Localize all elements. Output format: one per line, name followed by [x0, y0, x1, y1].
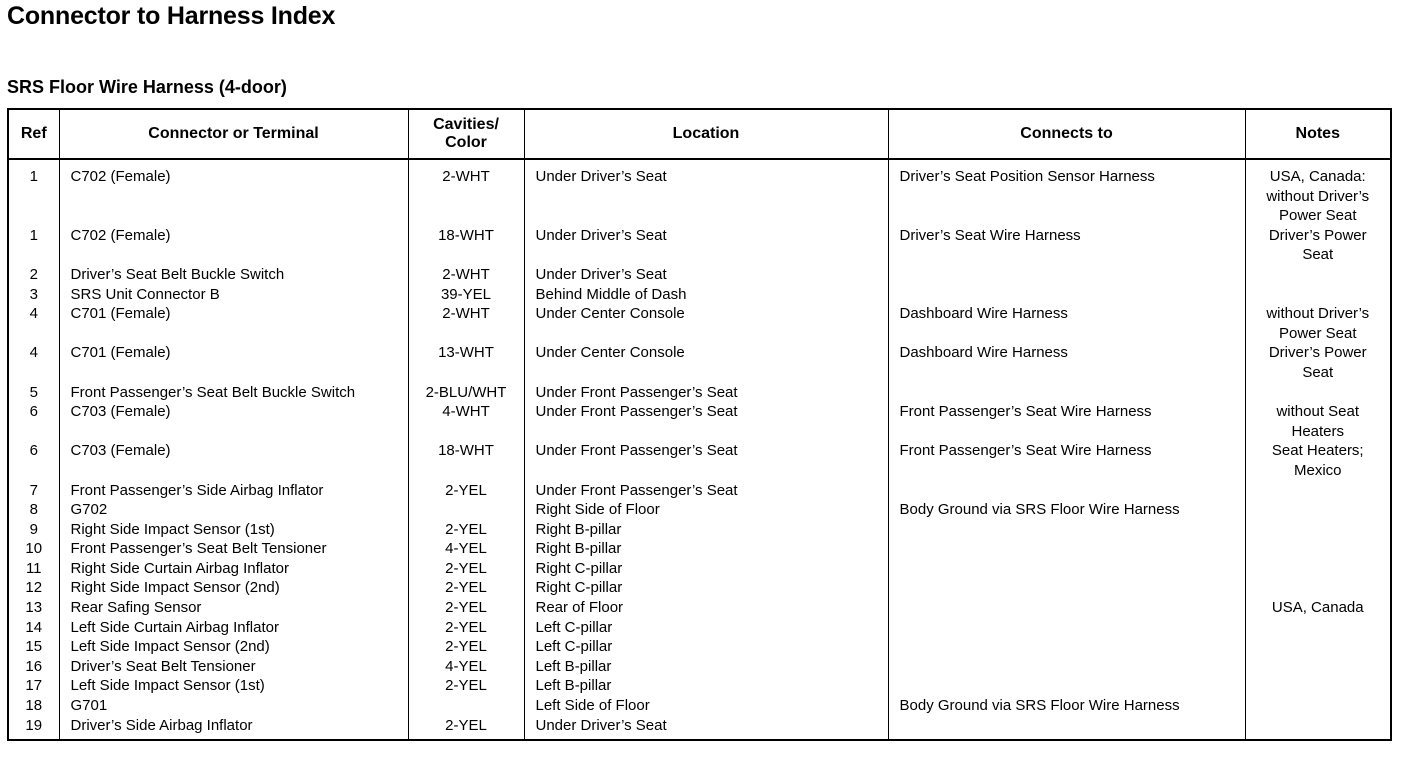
- cell-connector: Right Side Curtain Airbag Inflator: [59, 559, 408, 579]
- table-row: [8, 696, 1391, 716]
- cell-ref: 10: [8, 539, 59, 559]
- table-row: [8, 716, 1391, 741]
- header-ref: Ref: [8, 109, 59, 159]
- table-body: [8, 159, 1391, 740]
- header-cavities: Cavities/ Color: [408, 109, 524, 159]
- cell-location: Under Front Passenger’s Seat: [524, 441, 888, 480]
- cell-location: Under Center Console: [524, 304, 888, 343]
- table-row: [8, 285, 1391, 305]
- cell-cavities: 39-YEL: [408, 285, 524, 305]
- table-row: [8, 676, 1391, 696]
- cell-connector: Driver’s Side Airbag Inflator: [59, 716, 408, 741]
- cell-notes: [1245, 500, 1391, 520]
- cell-ref: 13: [8, 598, 59, 618]
- cell-connector: G702: [59, 500, 408, 520]
- cell-cavities: 18-WHT: [408, 226, 524, 265]
- cell-location: Under Driver’s Seat: [524, 265, 888, 285]
- cell-ref: 14: [8, 618, 59, 638]
- cell-connector: Front Passenger’s Seat Belt Tensioner: [59, 539, 408, 559]
- cell-location: Under Front Passenger’s Seat: [524, 481, 888, 501]
- cell-connector: C703 (Female): [59, 402, 408, 441]
- cell-connects-to: [888, 539, 1245, 559]
- cell-connector: C701 (Female): [59, 343, 408, 382]
- cell-cavities: 2-YEL: [408, 618, 524, 638]
- cell-connects-to: [888, 657, 1245, 677]
- cell-cavities: 4-YEL: [408, 539, 524, 559]
- cell-connects-to: [888, 637, 1245, 657]
- cell-cavities: 2-YEL: [408, 676, 524, 696]
- cell-notes: Driver’s Power Seat: [1245, 226, 1391, 265]
- cell-connector: Driver’s Seat Belt Tensioner: [59, 657, 408, 677]
- cell-ref: 19: [8, 716, 59, 741]
- cell-cavities: 2-WHT: [408, 304, 524, 343]
- table-row: [8, 500, 1391, 520]
- table-row: [8, 343, 1391, 382]
- table-row: [8, 657, 1391, 677]
- cell-connects-to: Driver’s Seat Position Sensor Harness: [888, 159, 1245, 226]
- table-row: [8, 383, 1391, 403]
- cell-notes: USA, Canada: without Driver’s Power Seat: [1245, 159, 1391, 226]
- cell-location: Left B-pillar: [524, 676, 888, 696]
- cell-location: Right B-pillar: [524, 539, 888, 559]
- cell-notes: [1245, 696, 1391, 716]
- cell-notes: without Driver’s Power Seat: [1245, 304, 1391, 343]
- cell-cavities: 13-WHT: [408, 343, 524, 382]
- cell-location: Under Front Passenger’s Seat: [524, 383, 888, 403]
- cell-connects-to: Dashboard Wire Harness: [888, 343, 1245, 382]
- cell-connector: Rear Safing Sensor: [59, 598, 408, 618]
- cell-cavities: 2-YEL: [408, 578, 524, 598]
- cell-connects-to: [888, 598, 1245, 618]
- cell-ref: 5: [8, 383, 59, 403]
- cell-connects-to: Front Passenger’s Seat Wire Harness: [888, 441, 1245, 480]
- cell-connects-to: Front Passenger’s Seat Wire Harness: [888, 402, 1245, 441]
- cell-connects-to: [888, 676, 1245, 696]
- cell-location: Under Driver’s Seat: [524, 716, 888, 741]
- cell-ref: 3: [8, 285, 59, 305]
- cell-cavities: 2-YEL: [408, 598, 524, 618]
- cell-ref: 8: [8, 500, 59, 520]
- cell-connector: C702 (Female): [59, 159, 408, 226]
- cell-connector: G701: [59, 696, 408, 716]
- cell-ref: 16: [8, 657, 59, 677]
- cell-notes: [1245, 676, 1391, 696]
- cell-ref: 4: [8, 343, 59, 382]
- cell-cavities: 2-YEL: [408, 481, 524, 501]
- cell-location: Under Center Console: [524, 343, 888, 382]
- table-row: [8, 578, 1391, 598]
- cell-location: Left C-pillar: [524, 637, 888, 657]
- cell-cavities: 2-YEL: [408, 716, 524, 741]
- cell-location: Left Side of Floor: [524, 696, 888, 716]
- cell-notes: [1245, 578, 1391, 598]
- cell-cavities: 2-WHT: [408, 159, 524, 226]
- cell-connects-to: [888, 618, 1245, 638]
- cell-connector: C701 (Female): [59, 304, 408, 343]
- table-header: [8, 109, 1391, 159]
- cell-ref: 17: [8, 676, 59, 696]
- cell-notes: [1245, 539, 1391, 559]
- cell-connects-to: [888, 481, 1245, 501]
- cell-notes: without Seat Heaters: [1245, 402, 1391, 441]
- cell-connects-to: [888, 559, 1245, 579]
- cell-location: Left B-pillar: [524, 657, 888, 677]
- cell-notes: [1245, 657, 1391, 677]
- cell-ref: 11: [8, 559, 59, 579]
- cell-location: Right C-pillar: [524, 559, 888, 579]
- cell-connects-to: Dashboard Wire Harness: [888, 304, 1245, 343]
- cell-cavities: 2-YEL: [408, 520, 524, 540]
- cell-location: Behind Middle of Dash: [524, 285, 888, 305]
- cell-connector: Front Passenger’s Side Airbag Inflator: [59, 481, 408, 501]
- cell-notes: [1245, 285, 1391, 305]
- cell-cavities: 2-YEL: [408, 559, 524, 579]
- header-row: [8, 109, 1391, 159]
- cell-notes: [1245, 265, 1391, 285]
- cell-location: Right C-pillar: [524, 578, 888, 598]
- cell-notes: USA, Canada: [1245, 598, 1391, 618]
- cell-location: Right B-pillar: [524, 520, 888, 540]
- page-title: Connector to Harness Index: [7, 2, 336, 30]
- table-row: [8, 226, 1391, 265]
- header-notes: Notes: [1245, 109, 1391, 159]
- cell-connector: Left Side Impact Sensor (1st): [59, 676, 408, 696]
- cell-connector: C702 (Female): [59, 226, 408, 265]
- cell-ref: 1: [8, 226, 59, 265]
- cell-ref: 4: [8, 304, 59, 343]
- cell-connects-to: [888, 520, 1245, 540]
- cell-cavities: [408, 696, 524, 716]
- cell-cavities: 18-WHT: [408, 441, 524, 480]
- cell-ref: 6: [8, 441, 59, 480]
- connector-index-table: [7, 108, 1392, 741]
- cell-cavities: 4-WHT: [408, 402, 524, 441]
- cell-ref: 18: [8, 696, 59, 716]
- table-row: [8, 481, 1391, 501]
- cell-connects-to: Driver’s Seat Wire Harness: [888, 226, 1245, 265]
- cell-notes: [1245, 520, 1391, 540]
- section-title: SRS Floor Wire Harness (4-door): [7, 77, 287, 97]
- cell-connects-to: [888, 578, 1245, 598]
- cell-notes: [1245, 618, 1391, 638]
- cell-location: Right Side of Floor: [524, 500, 888, 520]
- table-row: [8, 559, 1391, 579]
- cell-location: Under Driver’s Seat: [524, 226, 888, 265]
- cell-notes: [1245, 559, 1391, 579]
- cell-connector: Right Side Impact Sensor (2nd): [59, 578, 408, 598]
- cell-connector: Right Side Impact Sensor (1st): [59, 520, 408, 540]
- cell-connects-to: Body Ground via SRS Floor Wire Harness: [888, 500, 1245, 520]
- table-row: [8, 539, 1391, 559]
- cell-cavities: 2-YEL: [408, 637, 524, 657]
- cell-connects-to: Body Ground via SRS Floor Wire Harness: [888, 696, 1245, 716]
- cell-ref: 1: [8, 159, 59, 226]
- cell-location: Left C-pillar: [524, 618, 888, 638]
- cell-cavities: 2-BLU/WHT: [408, 383, 524, 403]
- cell-notes: Seat Heaters; Mexico: [1245, 441, 1391, 480]
- table-row: [8, 441, 1391, 480]
- cell-location: Under Driver’s Seat: [524, 159, 888, 226]
- table-row: [8, 402, 1391, 441]
- cell-connects-to: [888, 383, 1245, 403]
- cell-notes: Driver’s Power Seat: [1245, 343, 1391, 382]
- cell-connector: Driver’s Seat Belt Buckle Switch: [59, 265, 408, 285]
- cell-ref: 12: [8, 578, 59, 598]
- cell-ref: 15: [8, 637, 59, 657]
- table-row: [8, 159, 1391, 226]
- table-row: [8, 520, 1391, 540]
- cell-connects-to: [888, 285, 1245, 305]
- cell-location: Under Front Passenger’s Seat: [524, 402, 888, 441]
- cell-connector: Left Side Curtain Airbag Inflator: [59, 618, 408, 638]
- header-connector: Connector or Terminal: [59, 109, 408, 159]
- cell-notes: [1245, 383, 1391, 403]
- cell-ref: 9: [8, 520, 59, 540]
- table-row: [8, 618, 1391, 638]
- table-row: [8, 637, 1391, 657]
- cell-connects-to: [888, 265, 1245, 285]
- cell-connector: C703 (Female): [59, 441, 408, 480]
- cell-cavities: 2-WHT: [408, 265, 524, 285]
- header-connects-to: Connects to: [888, 109, 1245, 159]
- cell-connector: Front Passenger’s Seat Belt Buckle Switch: [59, 383, 408, 403]
- cell-notes: [1245, 637, 1391, 657]
- table-row: [8, 598, 1391, 618]
- header-location: Location: [524, 109, 888, 159]
- cell-ref: 2: [8, 265, 59, 285]
- cell-connects-to: [888, 716, 1245, 741]
- cell-cavities: 4-YEL: [408, 657, 524, 677]
- cell-ref: 6: [8, 402, 59, 441]
- cell-ref: 7: [8, 481, 59, 501]
- cell-connector: SRS Unit Connector B: [59, 285, 408, 305]
- cell-connector: Left Side Impact Sensor (2nd): [59, 637, 408, 657]
- cell-cavities: [408, 500, 524, 520]
- table-row: [8, 304, 1391, 343]
- table-row: [8, 265, 1391, 285]
- cell-notes: [1245, 481, 1391, 501]
- cell-notes: [1245, 716, 1391, 741]
- cell-location: Rear of Floor: [524, 598, 888, 618]
